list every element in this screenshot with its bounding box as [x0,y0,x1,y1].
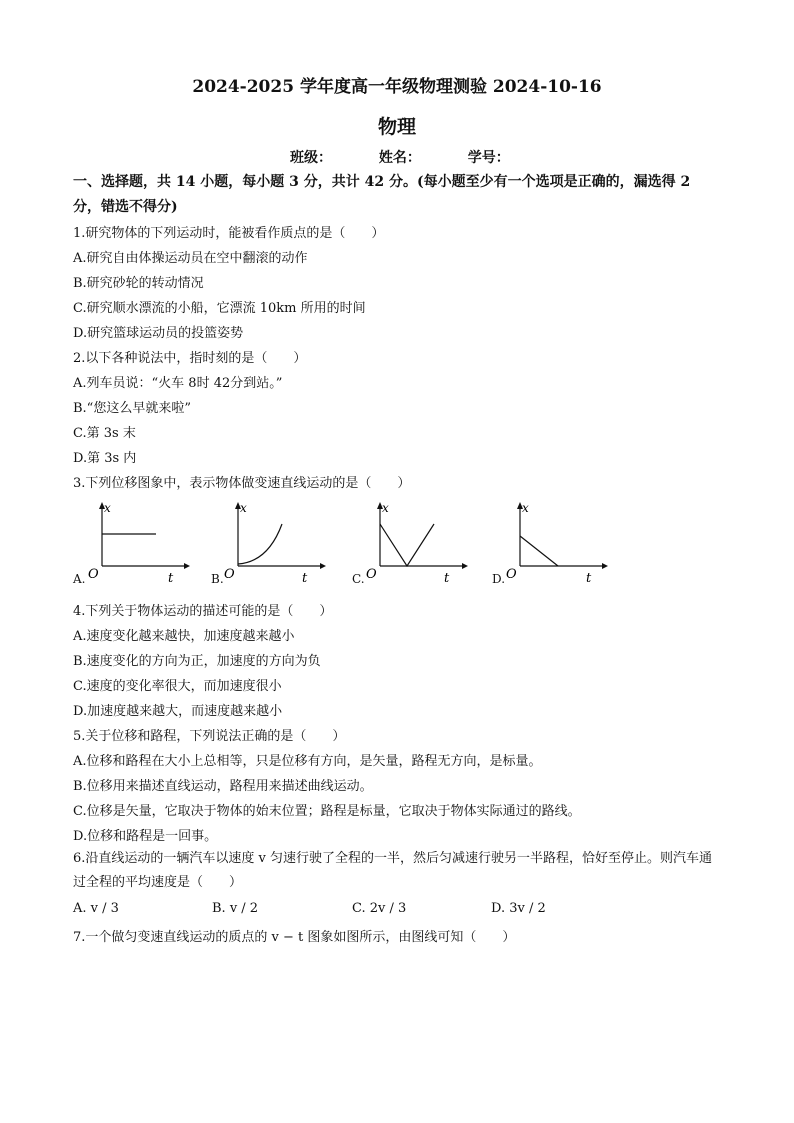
q6-option-a: A. v / 3 [73,901,119,916]
x-axis-arrow [462,563,468,569]
q3-graph-c [362,500,472,588]
q2-option-a: A.列车员说：“火车 8时 42分到站。” [73,376,283,391]
q6-option-d: D. 3v / 2 [491,901,546,916]
q4-option-b: B.速度变化的方向为正，加速度的方向为负 [73,654,321,669]
q4-option-d: D.加速度越来越大，而速度越来越小 [73,704,283,719]
q3-stem: 3.下列位移图象中，表示物体做变速直线运动的是（ ） [73,476,411,491]
q3-option-b: B. [211,572,224,586]
q3-option-c: C. [352,572,365,586]
y-axis-label: x [382,501,389,515]
graph-line [520,536,558,566]
q2-stem: 2.以下各种说法中，指时刻的是（ ） [73,351,307,366]
q3-graph-d [502,500,612,588]
section-heading: 一、选择题，共 14 小题，每小题 3 分，共计 42 分。(每小题至少有一个选项是正确的，漏选得 2 分，错选不得分) [73,174,691,215]
q3-option-a: A. [73,572,86,586]
q3-graph-a [84,500,194,588]
x-axis-label: t [168,571,174,586]
q2-option-b: B.“您这么早就来啦” [73,401,191,416]
q6-option-c: C. 2v / 3 [352,901,407,916]
x-axis-arrow [184,563,190,569]
origin-label: O [224,567,235,582]
q3-option-d: D. [492,572,506,586]
y-axis-label: x [240,501,247,515]
q4-option-a: A.速度变化越来越快，加速度越来越小 [73,629,295,644]
origin-label: O [366,567,377,582]
q3-graph-b [220,500,330,588]
q1-stem: 1.研究物体的下列运动时，能被看作质点的是（ ） [73,226,385,241]
id-label: 学号： [467,150,510,166]
q1-option-b: B.研究砂轮的转动情况 [73,276,204,291]
x-axis-label: t [586,571,592,586]
y-axis-label: x [522,501,529,515]
x-axis-label: t [302,571,308,586]
q5-option-a: A.位移和路程在大小上总相等，只是位移有方向，是矢量，路程无方向，是标量。 [73,754,542,769]
exam-title: 2024-2025 学年度高一年级物理测验 2024-10-16 [192,77,602,97]
q5-option-d: D.位移和路程是一回事。 [73,829,218,844]
q2-option-d: D.第 3s 内 [73,451,137,466]
student-info [290,147,552,167]
y-axis-label: x [104,501,111,515]
graph-line [380,524,434,566]
x-axis-arrow [320,563,326,569]
q4-stem: 4.下列关于物体运动的描述可能的是（ ） [73,604,333,619]
subject-title: 物理 [377,116,416,138]
q5-option-b: B.位移用来描述直线运动，路程用来描述曲线运动。 [73,779,373,794]
q5-stem: 5.关于位移和路程，下列说法正确的是（ ） [73,729,346,744]
q5-option-c: C.位移是矢量，它取决于物体的始末位置；路程是标量，它取决于物体实际通过的路线。 [73,804,581,819]
name-label: 姓名： [378,150,421,166]
q1-option-c: C.研究顺水漂流的小船，它漂流 10km 所用的时间 [73,301,366,316]
q6-option-b: B. v / 2 [212,901,259,916]
origin-label: O [506,567,517,582]
graph-curve [238,524,282,564]
q4-option-c: C.速度的变化率很大，而加速度很小 [73,679,282,694]
q7-stem: 7.一个做匀变速直线运动的质点的 v − t 图象如图所示，由图线可知（ ） [73,930,516,945]
x-axis-label: t [444,571,450,586]
x-axis-arrow [602,563,608,569]
q1-option-a: A.研究自由体操运动员在空中翻滚的动作 [73,251,308,266]
q6-stem: 6.沿直线运动的一辆汽车以速度 v 匀速行驶了全程的一半，然后匀减速行驶另一半路程，恰好至停止。则汽车通过全程的平均速度是（ ） [73,851,713,890]
class-label: 班级： [290,150,332,166]
q1-option-d: D.研究篮球运动员的投篮姿势 [73,326,244,341]
q2-option-c: C.第 3s 末 [73,426,136,441]
origin-label: O [88,567,99,582]
